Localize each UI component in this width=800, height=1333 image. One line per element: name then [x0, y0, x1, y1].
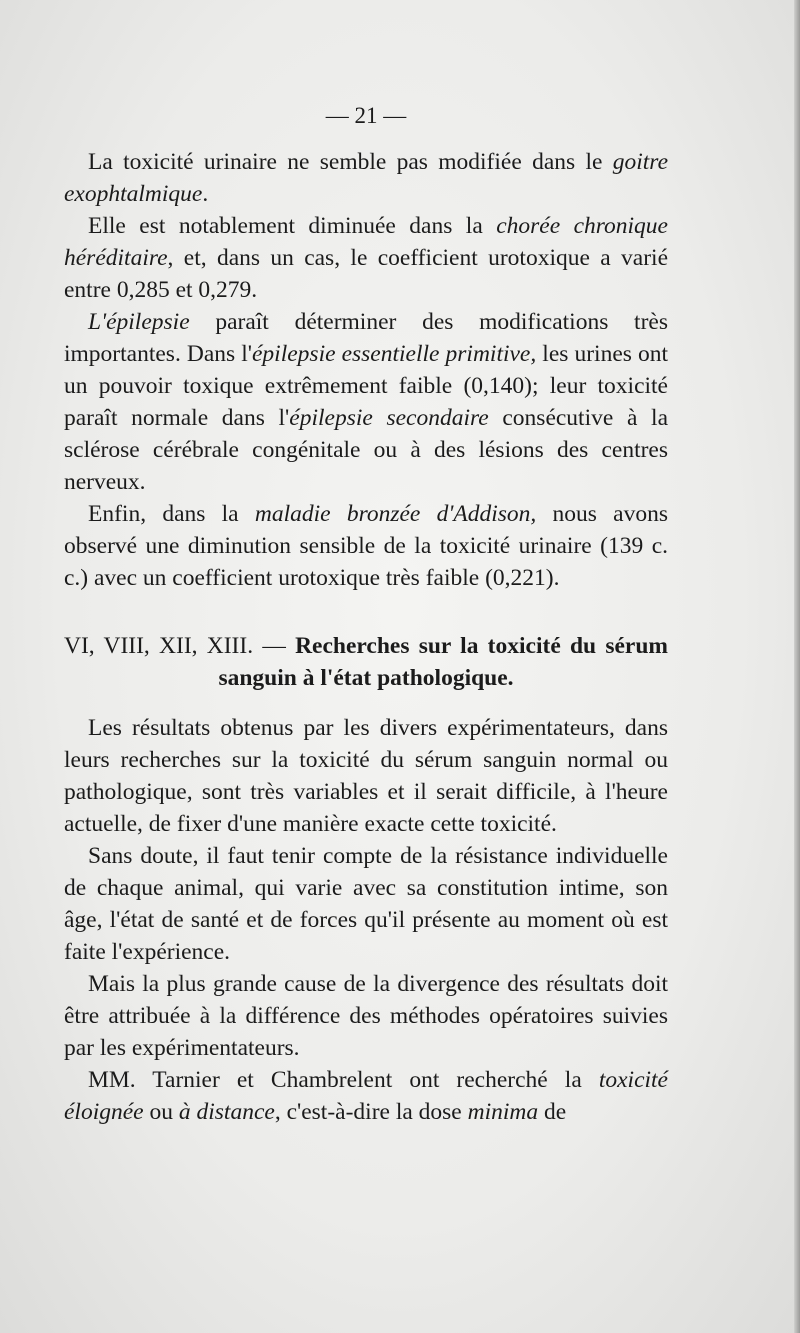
italic-term: minima: [467, 1099, 539, 1125]
paragraph-addison: Enfin, dans la maladie bronzée d'Addison, nous avons observé une diminution sensible de la toxicité urinaire (139 c. c.) avec un coefficient urotoxique très faible (0,221).: [64, 501, 668, 591]
paragraph-goitre: La toxicité urinaire ne semble pas modifiée dans le goitre exophtalmique.: [64, 149, 668, 207]
page-number: — 21 —: [325, 103, 407, 128]
page-edge-shadow: [794, 0, 800, 1333]
italic-term: épilepsie essentielle primitive,: [252, 341, 537, 367]
italic-term: toxicité éloignée: [64, 1067, 668, 1125]
italic-term: goitre exophtalmique: [64, 149, 668, 207]
italic-term: épilepsie secondaire: [289, 405, 489, 431]
paragraph-tarnier: MM. Tarnier et Chambrelent ont recherché la toxicité éloignée ou à distance, c'est-à-dire la dose minima de: [64, 1067, 668, 1125]
paragraph-resistance: Sans doute, il faut tenir compte de la résistance individuelle de chaque animal, qui varie avec sa constitution intime, son âge, l'état de santé et de forces qu'il présente au moment où est faite l'expérience.: [64, 843, 668, 965]
section-title: Recherches sur la toxicité du sérum sanguin à l'état pathologique.: [218, 633, 669, 691]
paragraph-epilepsie: L'épilepsie paraît déterminer des modifications très importantes. Dans l'épilepsie essentielle primitive, les urines ont un pouvoir toxique extrêmement faible (0,140); leur toxicité paraît normale dans l'épilepsie secondaire consécutive à la sclérose cérébrale congénitale ou à des lésions des centres nerveux.: [64, 309, 668, 495]
italic-term: à distance: [178, 1099, 275, 1125]
paragraph-choree: Elle est notablement diminuée dans la chorée chronique héréditaire, et, dans un cas, le coefficient urotoxique a varié entre 0,285 et 0,279.: [64, 213, 668, 303]
italic-term: L'épilepsie: [88, 309, 190, 335]
section-numbers: VI, VIII, XII, XIII. —: [64, 633, 296, 659]
italic-term: chorée chronique héréditaire: [64, 213, 668, 271]
italic-term: maladie bronzée d'Addison,: [254, 501, 537, 527]
paragraph-divergence: Mais la plus grande cause de la divergence des résultats doit être attribuée à la différence des méthodes opératoires suivies par les expérimentateurs.: [64, 971, 668, 1061]
paragraph-resultats: Les résultats obtenus par les divers expérimentateurs, dans leurs recherches sur la toxicité du sérum sanguin normal ou pathologique, sont très variables et il serait difficile, à l'heure actuelle, de fixer d'une manière exacte cette toxicité.: [64, 715, 668, 837]
text-block: [64, 100, 668, 1128]
section-heading: [64, 630, 668, 694]
